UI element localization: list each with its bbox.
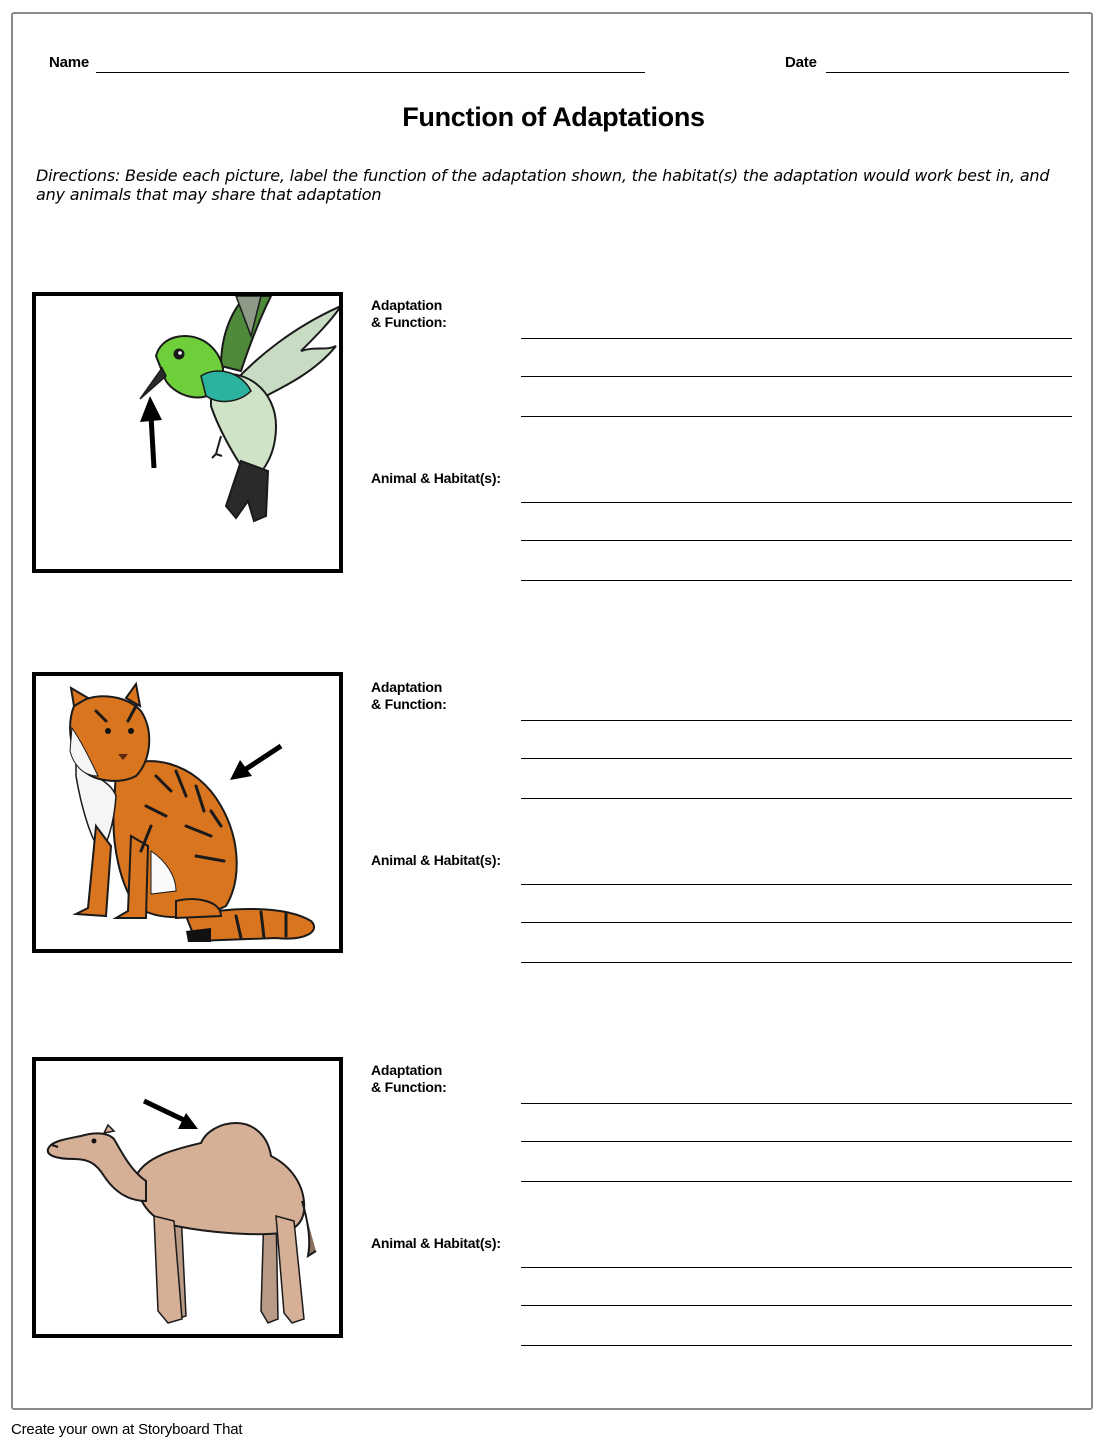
hummingbird-picture-frame <box>32 292 343 573</box>
adaptation-function-label <box>371 679 447 713</box>
tiger-picture-frame <box>32 672 343 953</box>
adaptation-label-line2: & Function: <box>371 1079 447 1095</box>
adaptation-answer-line[interactable] <box>521 376 1072 377</box>
adaptation-answer-line[interactable] <box>521 798 1072 799</box>
directions-text: Directions: Beside each picture, label the function of the adaptation shown, the habitat(s) the adaptation would work best in, and any animals that may share that adaptation <box>36 166 1050 204</box>
habitat-answer-line[interactable] <box>521 1267 1072 1268</box>
habitat-answer-line[interactable] <box>521 1345 1072 1346</box>
adaptation-answer-line[interactable] <box>521 1181 1072 1182</box>
adaptation-answer-line[interactable] <box>521 1103 1072 1104</box>
name-field[interactable] <box>96 72 645 73</box>
habitat-answer-line[interactable] <box>521 962 1072 963</box>
habitat-answer-line[interactable] <box>521 884 1072 885</box>
adaptation-function-label <box>371 1062 447 1096</box>
camel-picture-frame <box>32 1057 343 1338</box>
adaptation-function-label <box>371 297 447 331</box>
habitat-answer-line[interactable] <box>521 1305 1072 1306</box>
adaptation-label-line2: & Function: <box>371 696 447 712</box>
animal-habitat-label: Animal & Habitat(s): <box>371 470 501 486</box>
adaptation-answer-line[interactable] <box>521 720 1072 721</box>
adaptation-answer-line[interactable] <box>521 758 1072 759</box>
tiger-illustration <box>36 676 339 949</box>
name-label: Name <box>49 54 90 71</box>
adaptation-answer-line[interactable] <box>521 1141 1072 1142</box>
adaptation-label-line1: Adaptation <box>371 1062 443 1078</box>
animal-habitat-label: Animal & Habitat(s): <box>371 852 501 868</box>
date-field[interactable] <box>826 72 1069 73</box>
habitat-answer-line[interactable] <box>521 502 1072 503</box>
adaptation-answer-line[interactable] <box>521 416 1072 417</box>
camel-illustration <box>36 1061 339 1334</box>
adaptation-label-line1: Adaptation <box>371 679 443 695</box>
page-title: Function of Adaptations <box>402 102 705 132</box>
adaptation-answer-line[interactable] <box>521 338 1072 339</box>
hummingbird-illustration <box>36 296 339 569</box>
adaptation-label-line2: & Function: <box>371 314 447 330</box>
storyboard-footer-link[interactable]: Create your own at Storyboard That <box>11 1421 243 1438</box>
adaptation-label-line1: Adaptation <box>371 297 443 313</box>
habitat-answer-line[interactable] <box>521 540 1072 541</box>
animal-habitat-label: Animal & Habitat(s): <box>371 1235 501 1251</box>
habitat-answer-line[interactable] <box>521 922 1072 923</box>
date-label: Date <box>785 54 817 71</box>
habitat-answer-line[interactable] <box>521 580 1072 581</box>
